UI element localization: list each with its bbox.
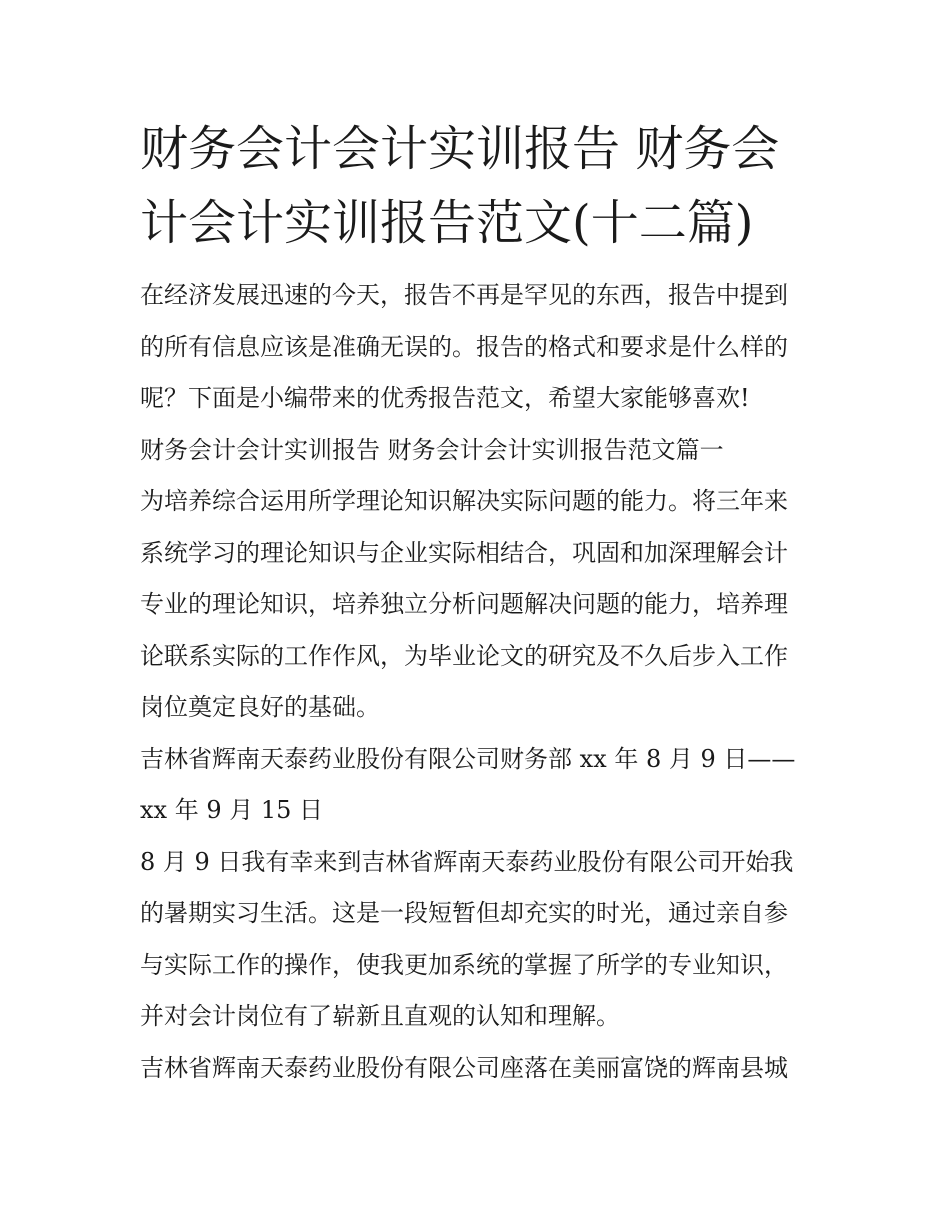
document-body xyxy=(140,270,820,1094)
body-line: 8 月 9 日我有幸来到吉林省辉南天泰药业股份有限公司开始我 xyxy=(140,847,794,876)
document-title xyxy=(140,112,820,260)
body-line: 吉林省辉南天泰药业股份有限公司财务部 xx 年 8 月 9 日—— xyxy=(140,744,796,773)
body-line: 的所有信息应该是准确无误的。报告的格式和要求是什么样的 xyxy=(140,332,788,361)
body-line: 论联系实际的工作作风，为毕业论文的研究及不久后步入工作 xyxy=(140,641,788,670)
body-line: 专业的理论知识，培养独立分析问题解决问题的能力，培养理 xyxy=(140,590,788,618)
document-content xyxy=(140,112,820,1094)
body-line: 的暑期实习生活。这是一段短暂但却充实的时光，通过亲自参 xyxy=(140,899,788,927)
body-line: 呢？下面是小编带来的优秀报告范文，希望大家能够喜欢! xyxy=(140,384,750,412)
body-line: 为培养综合运用所学理论知识解决实际问题的能力。将三年来 xyxy=(140,487,788,515)
body-line: 系统学习的理论知识与企业实际相结合，巩固和加深理解会计 xyxy=(140,538,788,567)
body-line: 在经济发展迅速的今天，报告不再是罕见的东西，报告中提到 xyxy=(140,281,788,309)
body-line: 岗位奠定良好的基础。 xyxy=(140,693,380,721)
body-line: 并对会计岗位有了崭新且直观的认知和理解。 xyxy=(140,1002,620,1030)
body-line: 与实际工作的操作，使我更加系统的掌握了所学的专业知识， xyxy=(140,950,788,979)
body-line: xx 年 9 月 15 日 xyxy=(140,796,324,824)
title-line: 财务会计会计实训报告 财务会 xyxy=(140,121,780,177)
title-line: 计会计实训报告范文(十二篇) xyxy=(140,195,754,251)
body-line: 吉林省辉南天泰药业股份有限公司座落在美丽富饶的辉南县城 xyxy=(140,1053,788,1082)
section-heading: 财务会计会计实训报告 财务会计会计实训报告范文篇一 xyxy=(140,435,724,464)
